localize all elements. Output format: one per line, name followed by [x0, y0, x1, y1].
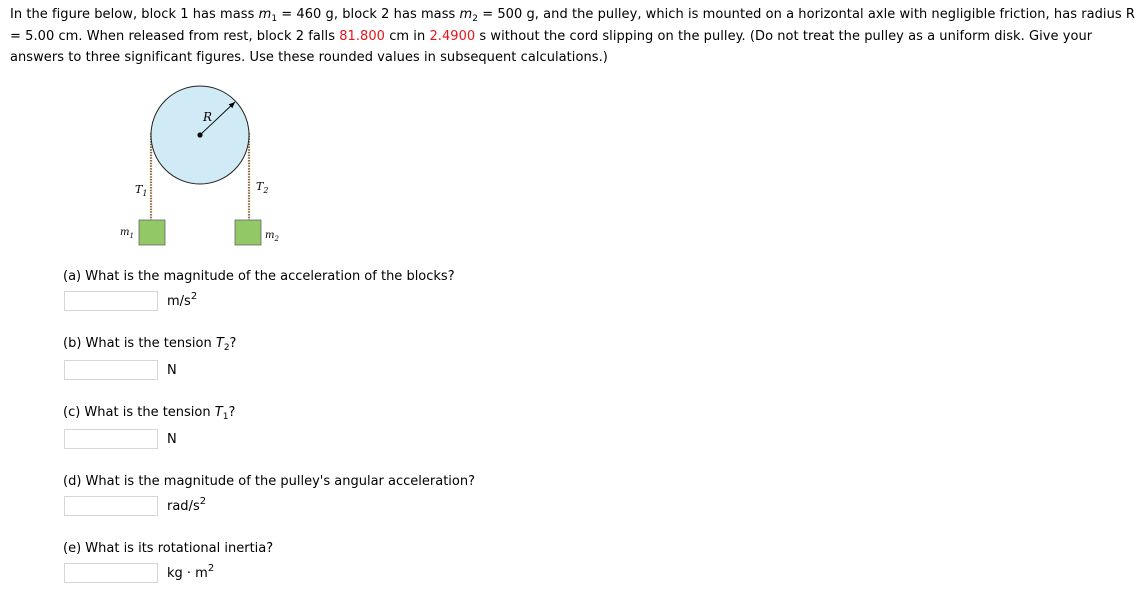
question-a: (a) What is the magnitude of the acceleration of the blocks? — [63, 269, 455, 284]
fall-distance-value: 81.800 — [339, 28, 386, 44]
unit-d-exp: 2 — [199, 496, 207, 507]
m2-symbol: m — [459, 7, 473, 22]
m1-symbol: m — [258, 7, 272, 22]
answer-input-b[interactable] — [64, 360, 158, 380]
unit-d — [167, 496, 207, 514]
question-d: (d) What is the magnitude of the pulley's angular acceleration? — [63, 474, 476, 489]
t1-label: $T_1$ — [135, 183, 148, 198]
answer-input-d[interactable] — [64, 496, 158, 516]
unit-a — [167, 291, 198, 309]
answer-input-c[interactable] — [64, 429, 158, 449]
m1-subscript: 1 — [271, 14, 278, 24]
unit-e-base: kg · m — [167, 566, 208, 581]
t1-subscript: 1 — [222, 412, 229, 422]
t2-subscript: 2 — [223, 343, 230, 353]
m2-subscript: 2 — [472, 14, 479, 24]
pulley-figure — [105, 85, 305, 255]
problem-text-1: In the figure below, block 1 has mass — [10, 7, 259, 22]
unit-e — [167, 563, 215, 581]
question-b-mark: ? — [229, 336, 237, 351]
problem-statement — [10, 4, 1135, 69]
unit-e-exp: 2 — [207, 563, 215, 574]
m1-label: $m_1$ — [120, 227, 134, 240]
t2-label: $T_2$ — [256, 180, 269, 195]
question-c — [63, 405, 235, 420]
question-e: (e) What is its rotational inertia? — [63, 541, 274, 556]
t2-symbol: T — [215, 336, 224, 351]
unit-c: N — [167, 432, 177, 447]
block-2 — [235, 220, 261, 245]
answer-input-a[interactable] — [64, 291, 158, 311]
question-c-text: (c) What is the tension — [63, 405, 215, 420]
answer-input-e[interactable] — [64, 563, 158, 583]
question-b-text: (b) What is the tension — [63, 336, 216, 351]
problem-text-5: s without the cord slipping on the pulley. (Do not treat the pulley as a uniform disk. Give your answers to three significant figures. Use these rounded values in subsequent calculations.) — [10, 28, 1093, 65]
m2-label: $m_2$ — [265, 230, 279, 243]
question-c-mark: ? — [228, 405, 236, 420]
radius-label: R — [203, 110, 213, 124]
problem-text-2: = 460 g, block 2 has mass — [277, 7, 460, 22]
unit-a-base: m/s — [167, 294, 191, 309]
question-b — [63, 336, 236, 351]
problem-text-4: cm in — [385, 28, 430, 44]
t1-symbol: T — [214, 405, 223, 420]
block-1 — [139, 220, 165, 245]
fall-time-value: 2.4900 — [429, 28, 476, 44]
unit-b: N — [167, 363, 177, 378]
problem-text-3: = 500 g, and the pulley, which is mounted on a horizontal axle with negligible friction, has radius R = 5.00 cm. When released from rest, block 2 falls — [10, 7, 1135, 44]
unit-a-exp: 2 — [190, 291, 198, 302]
unit-d-base: rad/s — [167, 499, 200, 514]
